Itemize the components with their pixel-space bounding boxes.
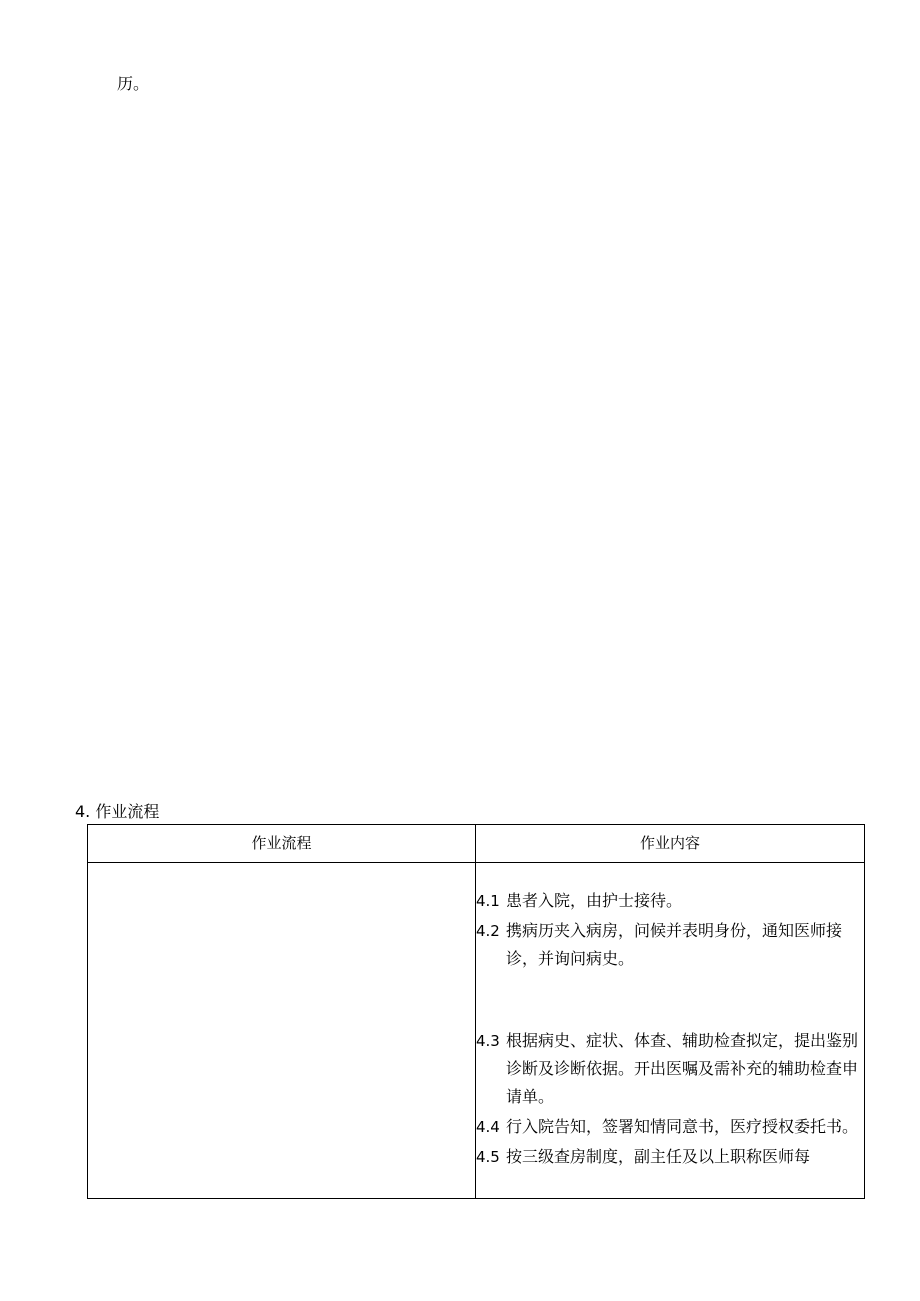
- header-workflow: 作业流程: [88, 825, 476, 863]
- item-number: 4.4: [476, 1118, 500, 1136]
- list-item: [476, 1143, 864, 1171]
- list-item: [476, 917, 864, 973]
- continued-text: 历。: [117, 74, 150, 93]
- item-text: 按三级查房制度，副主任及以上职称医师每: [506, 1147, 811, 1166]
- header-content: 作业内容: [476, 825, 865, 863]
- table-row: [88, 863, 865, 1199]
- item-text: 根据病史、症状、体查、辅助检查拟定，提出鉴别诊断及诊断依据。开出医嘱及需补充的辅助检查申请单。: [506, 1031, 859, 1106]
- content-cell: [476, 863, 865, 1199]
- item-number: 4.2: [476, 922, 500, 940]
- list-item: [476, 1113, 864, 1141]
- item-number: 4.1: [476, 892, 500, 910]
- workflow-cell: [88, 863, 476, 1199]
- section-title: 作业流程: [95, 802, 160, 821]
- item-number: 4.5: [476, 1148, 500, 1166]
- section-heading: [75, 800, 159, 824]
- item-text: 携病历夹入病房，问候并表明身份，通知医师接诊，并询问病史。: [506, 921, 843, 968]
- section-number: 4.: [75, 802, 91, 821]
- list-item: [476, 887, 864, 915]
- list-item: [476, 1027, 864, 1111]
- table-header-row: [88, 825, 865, 863]
- item-text: 行入院告知，签署知情同意书，医疗授权委托书。: [506, 1117, 859, 1136]
- item-number: 4.3: [476, 1032, 500, 1050]
- item-text: 患者入院，由护士接待。: [506, 891, 683, 910]
- workflow-table: [87, 824, 865, 1199]
